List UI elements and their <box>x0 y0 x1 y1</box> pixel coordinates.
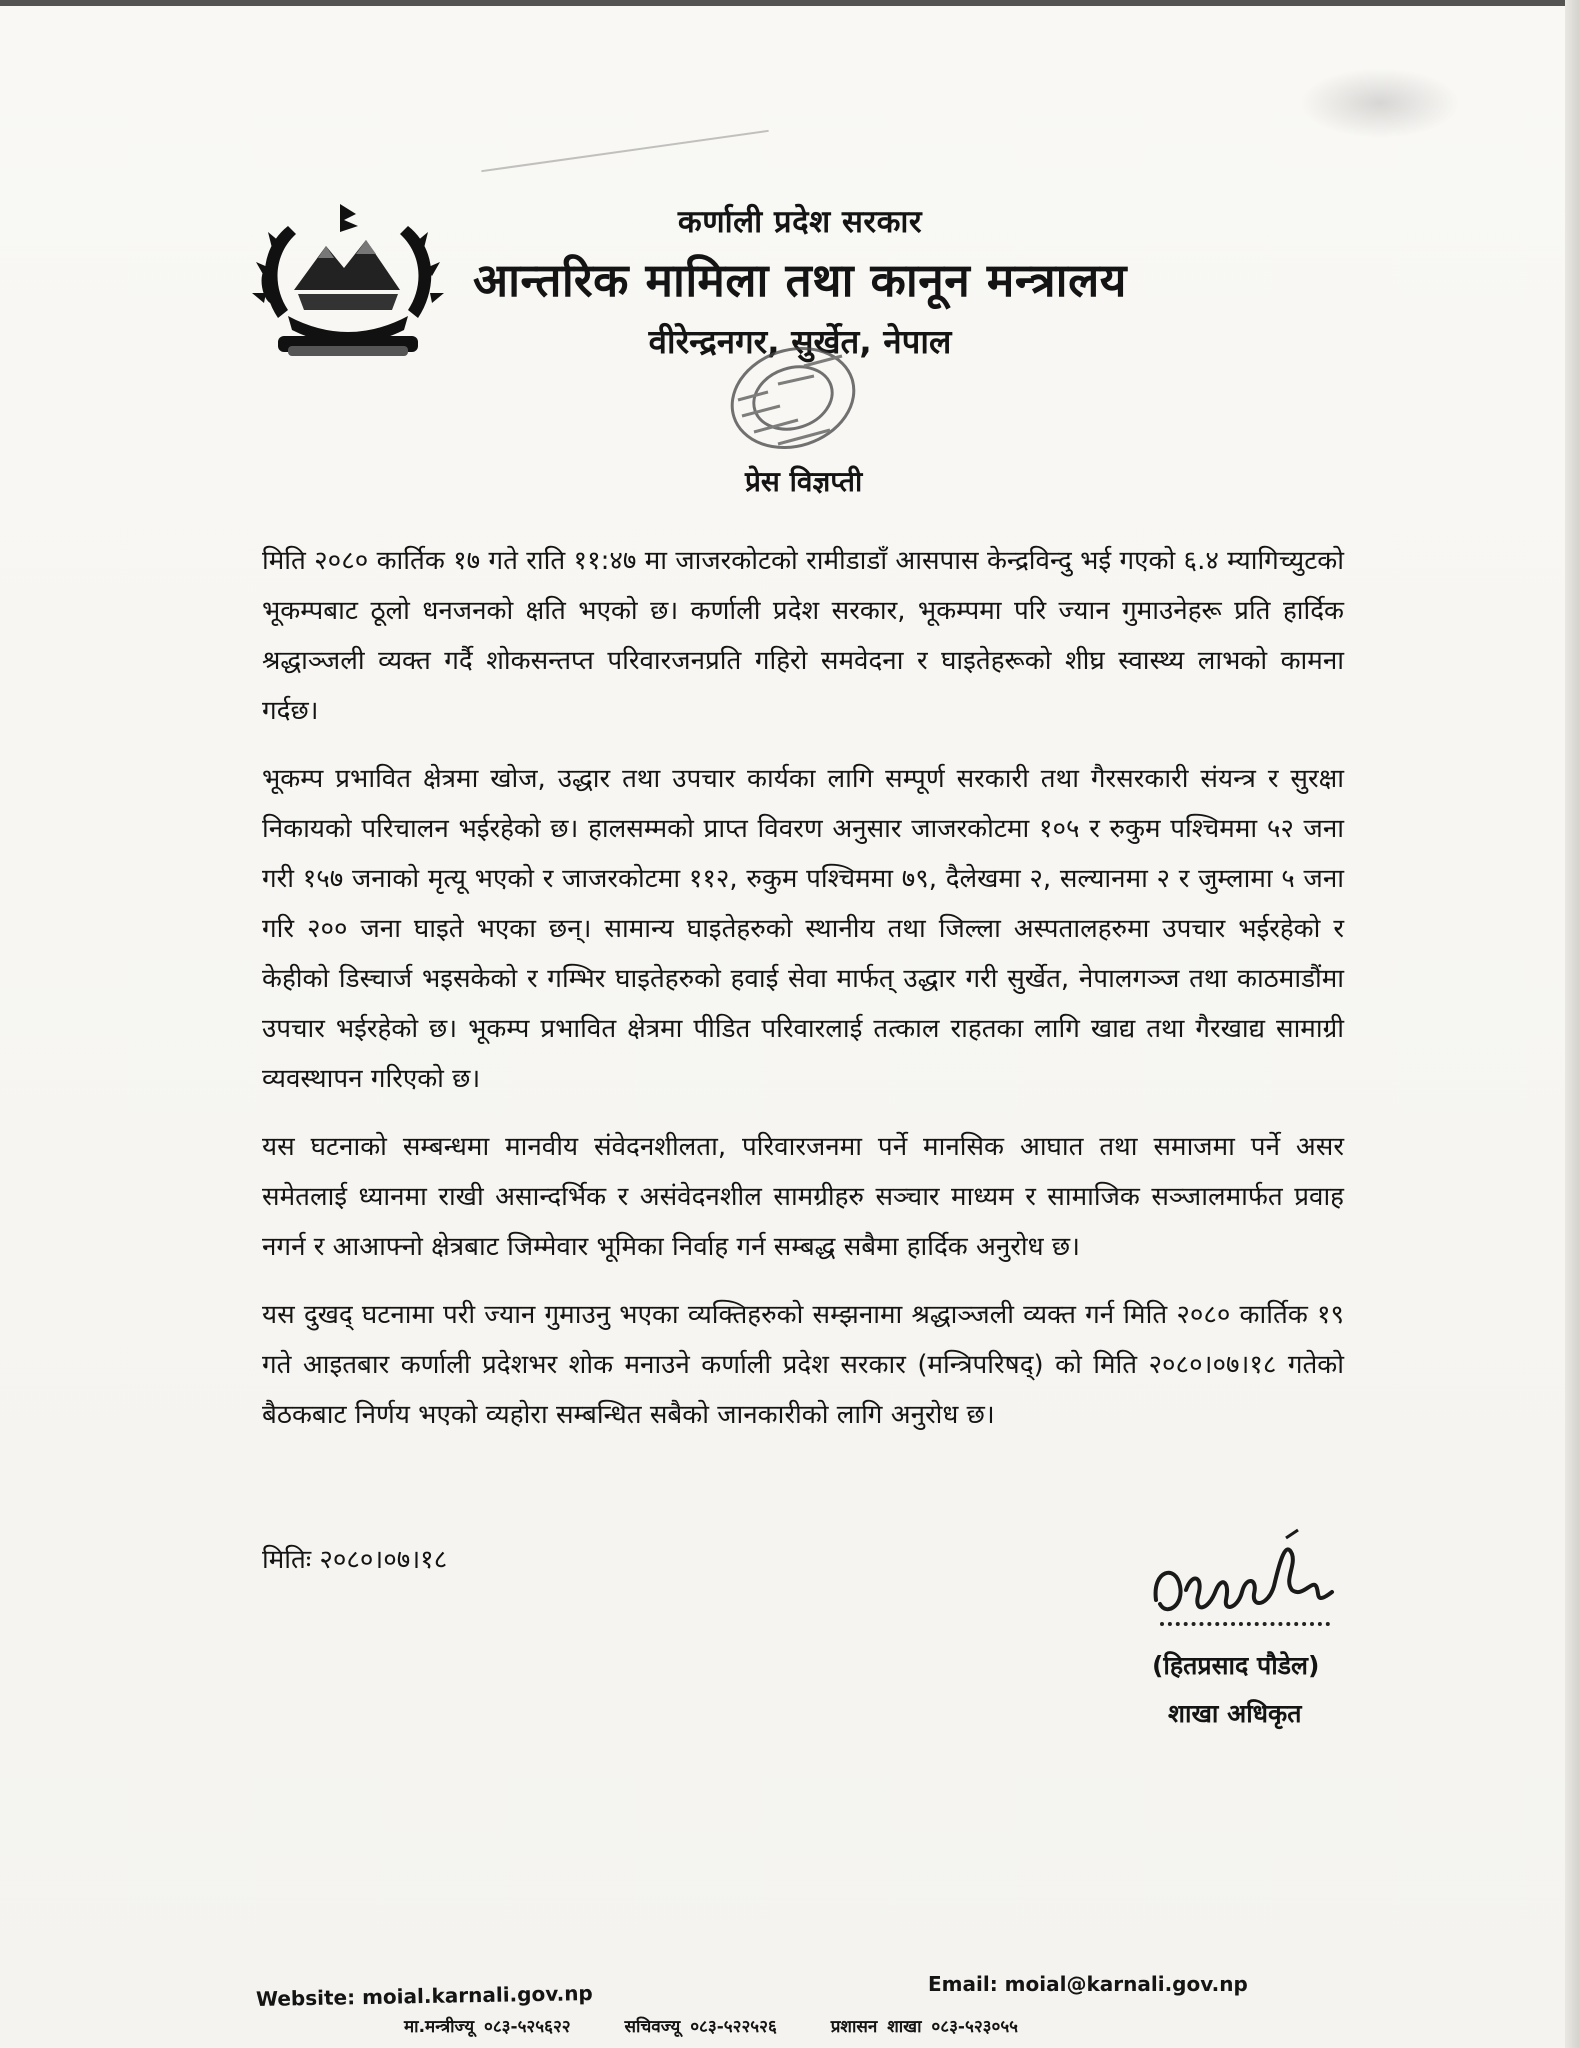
signatory-name: (हितप्रसाद पौडेल) <box>1152 1651 1320 1680</box>
footer-phones <box>404 2014 1304 2037</box>
paragraph: मिति २०८० कार्तिक १७ गते राति ११:४७ मा जाजरकोटको रामीडाडाँ आसपास केन्द्रविन्दु भई गएको ६.४ म्यागिच्युटको भूकम्पबाट ठूलो धनजनको क्षति भएको छ। कर्णाली प्रदेश सरकार, भूकम्पमा परि ज्यान गुमाउनेहरू प्रति हार्दिक श्रद्धाञ्जली व्यक्त गर्दै शोकसन्तप्त परिवारजनप्रति गहिरो समवेदना र घाइतेहरूको शीघ्र स्वास्थ्य लाभको कामना गर्दछ। <box>262 546 1344 726</box>
issue-date: मितिः २०८०।०७।१८ <box>262 1545 448 1575</box>
footer-email: Email: moial@karnali.gov.np <box>928 1972 1248 1996</box>
paragraph: यस दुखद् घटनामा परी ज्यान गुमाउनु भएका व्यक्तिहरुको सम्झनामा श्रद्धाञ्जली व्यक्त गर्न मिति २०८० कार्तिक १९ गते आइतबार कर्णाली प्रदेशभर शोक मनाउने कर्णाली प्रदेश सरकार (मन्त्रिपरिषद्) को मिति २०८०।०७।१८ गतेको बैठकबाट निर्णय भएको व्यहोरा सम्बन्धित सबैको जानकारीको लागि अनुरोध छ। <box>262 1300 1344 1430</box>
paragraph: यस घटनाको सम्बन्धमा मानवीय संवेदनशीलता, परिवारजनमा पर्ने मानसिक आघात तथा समाजमा पर्ने असर समेतलाई ध्यानमा राखी असान्दर्भिक र असंवेदनशील सामग्रीहरु सञ्चार माध्यम र सामाजिक सञ्जालमार्फत प्रवाह नगर्न र आआफ्नो क्षेत्रबाट जिम्मेवार भूमिका निर्वाह गर्न सम्बद्ध सबैमा हार्दिक अनुरोध छ। <box>262 1132 1344 1262</box>
press-release-body <box>262 536 1344 1458</box>
scan-smudge <box>1300 68 1460 138</box>
scan-top-edge <box>0 0 1579 6</box>
signature-icon <box>1146 1520 1346 1630</box>
scan-right-edge <box>1565 0 1579 2048</box>
footer-website: Website: moial.karnali.gov.np <box>255 1981 593 2011</box>
phone-minister: मा.मन्त्रीज्यू ०८३-५२५६२२ <box>404 2017 571 2037</box>
phone-secretary: सचिवज्यू ०८३-५२२५२६ <box>624 2017 777 2037</box>
letterhead <box>380 200 1220 363</box>
paragraph: भूकम्प प्रभावित क्षेत्रमा खोज, उद्धार तथा उपचार कार्यका लागि सम्पूर्ण सरकारी तथा गैरसरकारी संयन्त्र र सुरक्षा निकायको परिचालन भईरहेको छ। हालसम्मको प्राप्त विवरण अनुसार जाजरकोटमा १०५ र रुकुम पश्चिममा ५२ जना गरी १५७ जनाको मृत्यू भएको र जाजरकोटमा ११२, रुकुम पश्चिममा ७९, दैलेखमा २, सल्यानमा २ र जुम्लामा ५ जना गरि २०० जना घाइते भएका छन्। सामान्य घाइतेहरुको स्थानीय तथा जिल्ला अस्पतालहरुमा उपचार भईरहेको र केहीको डिस्चार्ज भइसकेको र गम्भिर घाइतेहरुको हवाई सेवा मार्फत् उद्धार गरी सुर्खेत, नेपालगञ्ज तथा काठमाडौंमा उपचार भईरहेको छ। भूकम्प प्रभावित क्षेत्रमा पीडित परिवारलाई तत्काल राहतका लागि खाद्य तथा गैरखाद्य सामाग्री व्यवस्थापन गरिएको छ। <box>262 764 1344 1094</box>
office-address: वीरेन्द्रनगर, सुर्खेत, नेपाल <box>648 322 952 361</box>
press-release-title: प्रेस विज्ञप्ती <box>745 465 863 498</box>
government-name: कर्णाली प्रदेश सरकार <box>677 204 923 240</box>
signatory-title: शाखा अधिकृत <box>1168 1699 1302 1728</box>
ministry-name: आन्तरिक मामिला तथा कानून मन्त्रालय <box>473 253 1127 307</box>
phone-admin-section: प्रशासन शाखा ०८३-५२३०५५ <box>830 2017 1019 2037</box>
scan-scratch <box>481 130 768 172</box>
office-stamp-icon <box>718 340 868 458</box>
signature-dotted-line <box>1160 1622 1330 1626</box>
